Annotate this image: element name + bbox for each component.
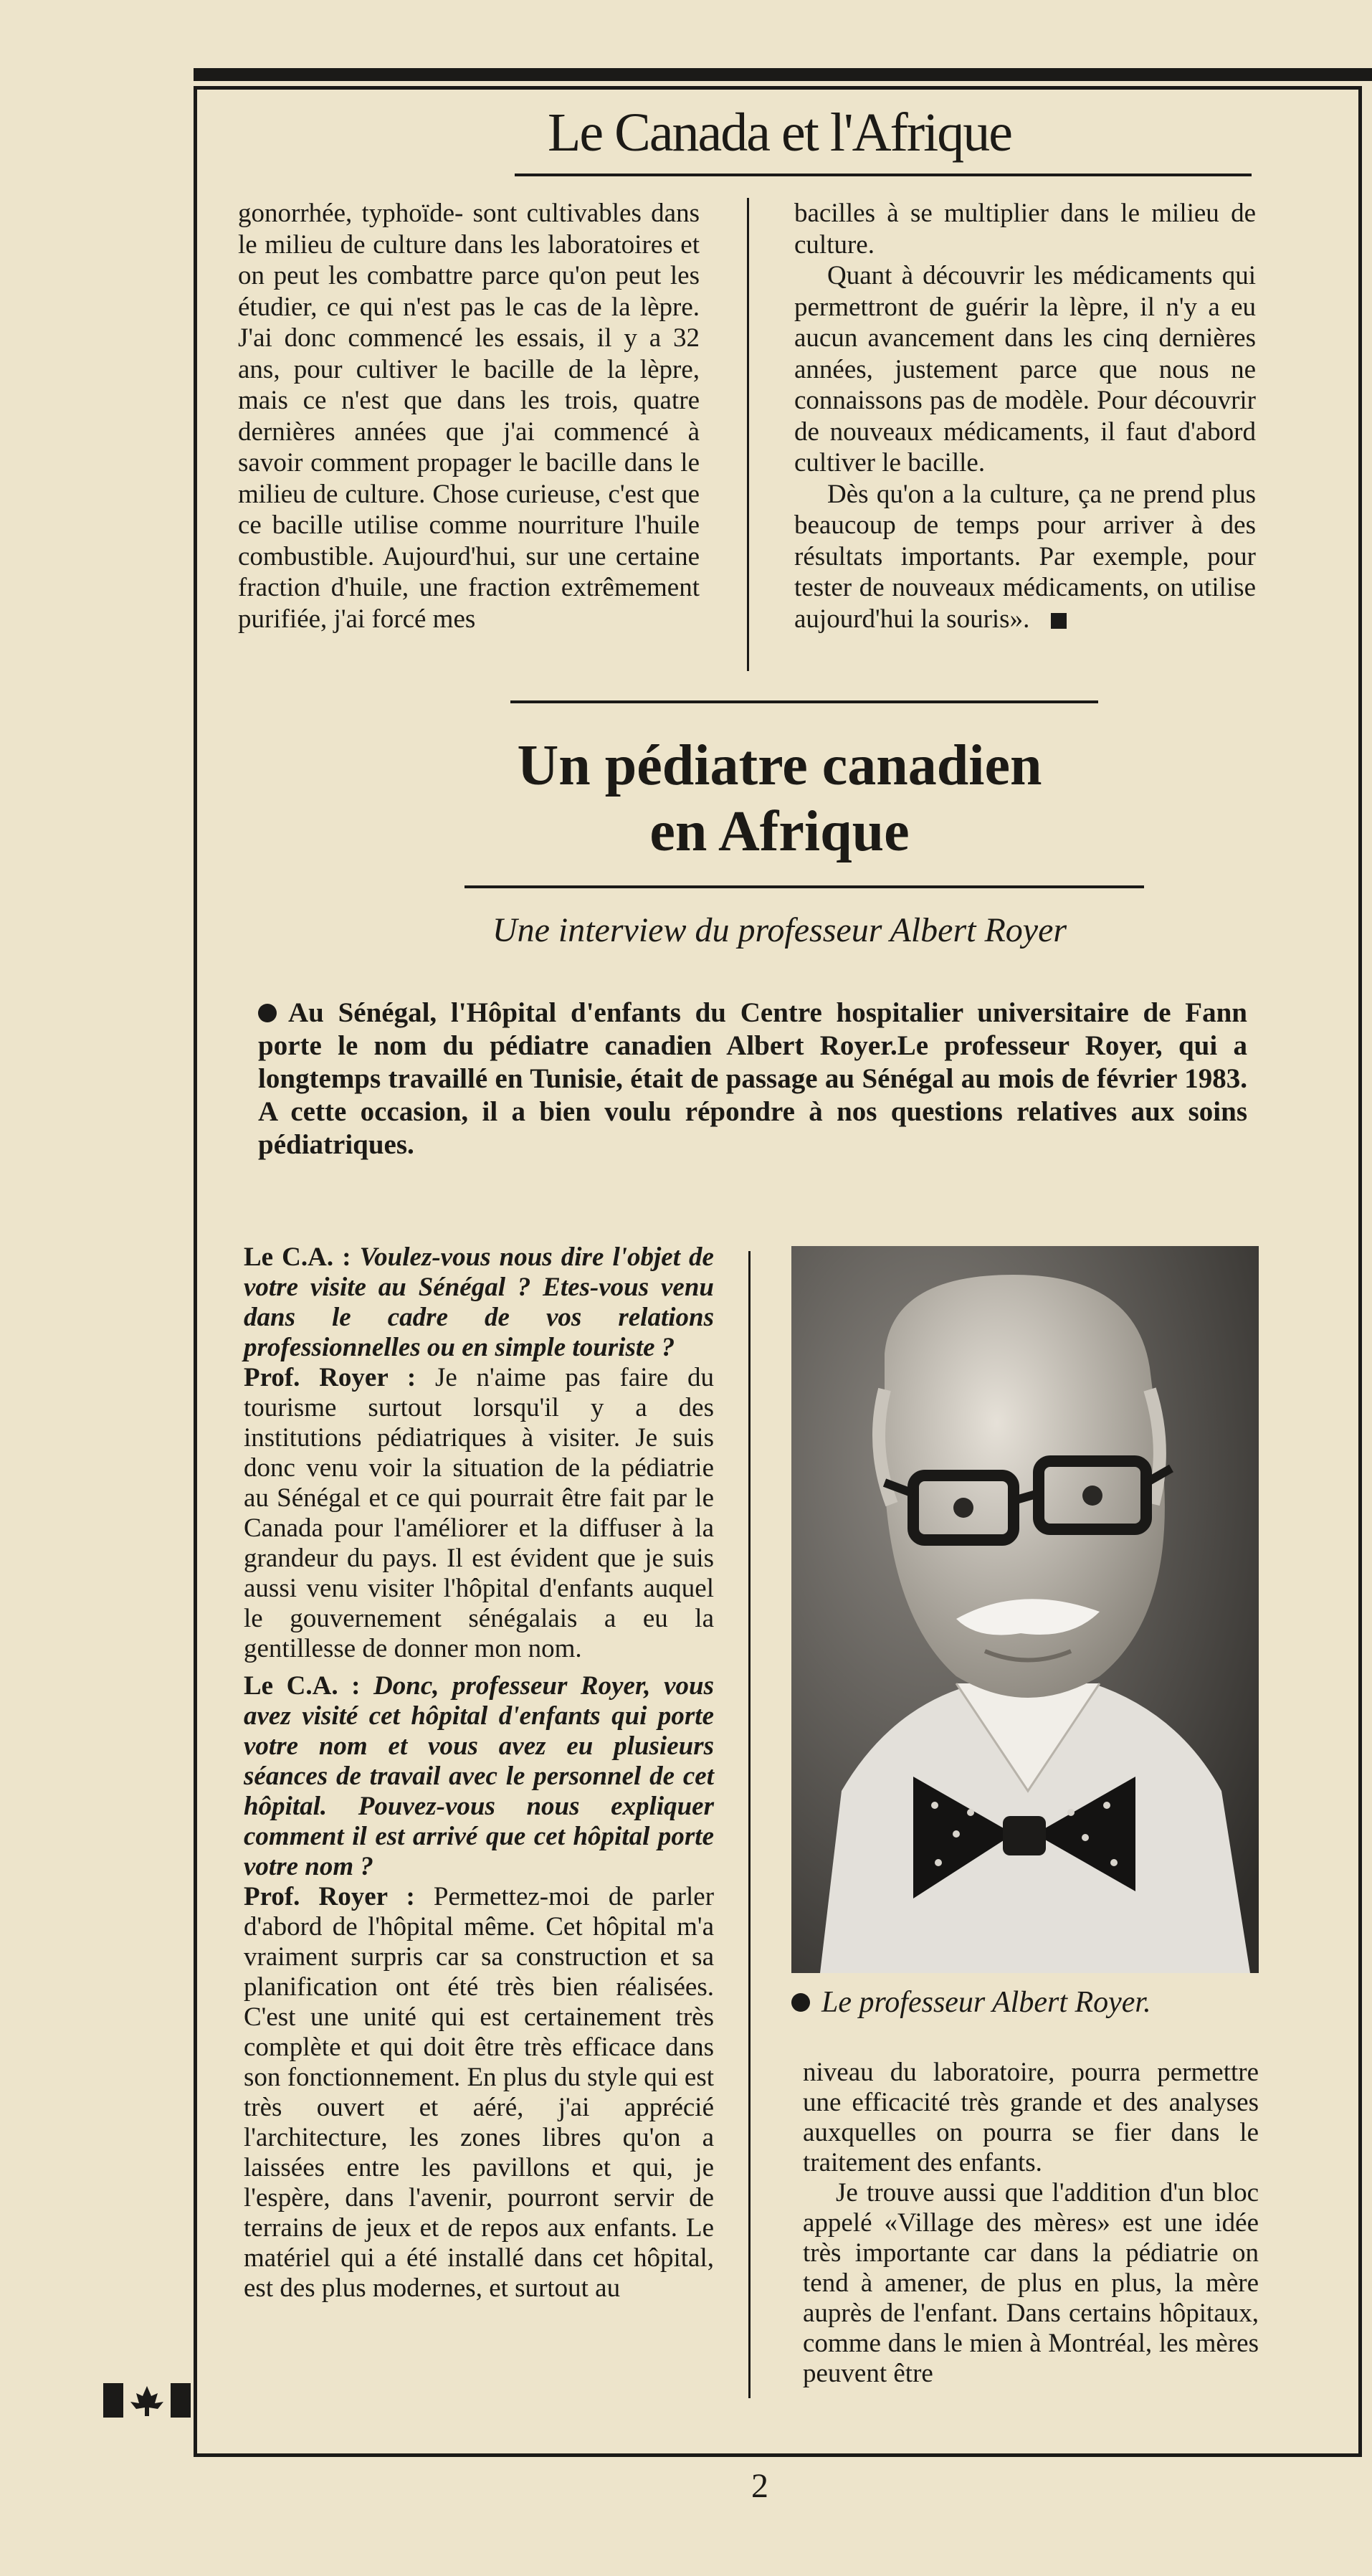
question-1-speaker: Le C.A. : bbox=[244, 1242, 351, 1272]
article1-col1-text: gonorrhée, typhoïde- sont cultivables dans le milieu de culture dans les laboratoires et on peut les combattre parce qu'on peut les étudier, ce qui n'est pas le cas de la lèpre. J'ai donc commencé les essais, il y a 32 ans, pour cultiver le bacille de la lèpre, mais ce n'est que dans les trois, quatre dernières années que j'ai commencé à savoir comment propager le bacille dans le milieu de culture. Chose curieuse, c'est que ce bacille utilise comme nourriture l'huile combustible. Aujourd'hui, sur une certaine fraction d'huile, une fraction extrêmement purifiée, j'ai forcé mes bbox=[238, 199, 700, 634]
bullet-icon bbox=[791, 1993, 810, 2012]
answer-1 bbox=[244, 1363, 714, 1664]
article-separator-rule bbox=[510, 700, 1098, 703]
portrait-illustration bbox=[791, 1246, 1259, 1973]
answer-2-speaker: Prof. Royer : bbox=[244, 1882, 415, 1911]
interview-column-right bbox=[803, 2058, 1259, 2389]
page-number: 2 bbox=[751, 2467, 768, 2505]
top-rule-bar bbox=[194, 68, 1372, 81]
article1-col2-para2: Quant à découvrir les médicaments qui permettront de guérir la lèpre, il n'y a eu aucun avancement dans les cinq dernières années, justement parce que nous ne connaissons pas de modèle. Pour découvrir de nouveaux médicaments, il faut d'abord cultiver le bacille. bbox=[794, 261, 1256, 477]
header-rule bbox=[515, 174, 1252, 176]
interview-column-divider bbox=[748, 1251, 751, 2398]
answer-1-speaker: Prof. Royer : bbox=[244, 1363, 416, 1392]
article2-title-line2: en Afrique bbox=[649, 800, 910, 863]
title-rule bbox=[465, 885, 1144, 888]
article2-col2-para2: Je trouve aussi que l'addition d'un bloc appelé «Village des mères» est une idée très importante car dans la pédiatrie on tend à amener, de plus en plus, la mère auprès de l'enfant. Dans certains hôpitaux, comme dans le mien à Montréal, les mères peuvent être bbox=[803, 2178, 1259, 2388]
article1-column-left bbox=[238, 198, 700, 635]
question-2-text: Donc, professeur Royer, vous avez visité cet hôpital d'enfants qui porte votre nom et vous avez eu plusieurs séances de travail avec le personnel de cet hôpital. Pouvez-vous nous expliquer comment il est arrivé que cet hôpital porte votre nom ? bbox=[244, 1671, 714, 1881]
end-of-article-square bbox=[1051, 613, 1067, 629]
canada-wordmark-logo bbox=[100, 2379, 194, 2422]
portrait-photo bbox=[791, 1246, 1259, 1973]
answer-1-text: Je n'aime pas faire du tourisme surtout lorsqu'il y a des institutions pédiatriques à visiter. Je suis donc venu voir la situation de la pédiatrie au Sénégal et ce qui pourrait être fait par le Canada pour l'améliorer et la diffuser à la grandeur du pays. Il est évident que je suis aussi venu visiter l'hôpital d'enfants auquel le gouvernement sénégalais a eu la gentillesse de donner mon nom. bbox=[244, 1363, 714, 1663]
article2-title-line1: Un pédiatre canadien bbox=[517, 734, 1042, 797]
question-2 bbox=[244, 1671, 714, 1882]
canadian-flag-icon bbox=[100, 2379, 194, 2422]
section-header-title: Le Canada et l'Afrique bbox=[547, 103, 1012, 163]
question-1-text: Voulez-vous nous dire l'objet de votre visite au Sénégal ? Etes-vous venu dans le cadre de vos relations professionnelles ou en simple touriste ? bbox=[244, 1242, 714, 1362]
bullet-icon bbox=[258, 1004, 277, 1022]
article2-intro-text: Au Sénégal, l'Hôpital d'enfants du Centre hospitalier universitaire de Fann porte le nom du pédiatre canadien Albert Royer.Le professeur Royer, qui a longtemps travaillé en Tunisie, était de passage au Sénégal au mois de février 1983. A cette occasion, il a bien voulu répondre à nos questions relatives aux soins pédiatriques. bbox=[258, 997, 1247, 1160]
answer-2 bbox=[244, 1882, 714, 2304]
column-divider bbox=[747, 198, 749, 671]
article1-column-right bbox=[794, 198, 1256, 635]
question-2-speaker: Le C.A. : bbox=[244, 1671, 361, 1701]
photo-caption-text: Le professeur Albert Royer. bbox=[821, 1986, 1151, 2019]
article2-intro bbox=[258, 997, 1247, 1161]
article2-subtitle: Une interview du professeur Albert Royer bbox=[492, 911, 1067, 949]
article1-col2-para3: Dès qu'on a la culture, ça ne prend plus beaucoup de temps pour arriver à des résultats importants. Par exemple, pour tester de nouveaux médicaments, on utilise aujourd'hui la souris». bbox=[794, 479, 1256, 634]
interview-column-left bbox=[244, 1242, 714, 2304]
answer-2-text: Permettez-moi de parler d'abord de l'hôpital même. Cet hôpital m'a vraiment surpris car sa construction et sa planification ont été très bien réalisées. C'est une unité qui est certainement très complète et qui doit être très efficace dans son fonctionnement. En plus du style qui est très ouvert et aéré, j'ai apprécié l'architecture, les zones libres qu'on a laissées entre les pavillons et qui, je l'espère, dans l'avenir, pourront servir de terrains de jeux et de repos aux enfants. Le matériel qui a été installé dans cet hôpital, est des plus modernes, et surtout au bbox=[244, 1882, 715, 2303]
question-1 bbox=[244, 1242, 714, 1363]
article1-col2-para1: bacilles à se multiplier dans le milieu de culture. bbox=[794, 199, 1256, 260]
article2-col2-para1: niveau du laboratoire, pourra permettre une efficacité très grande et des analyses auxquelles on pourra se fier dans le traitement des enfants. bbox=[803, 2058, 1259, 2177]
photo-caption bbox=[791, 1985, 1279, 2020]
